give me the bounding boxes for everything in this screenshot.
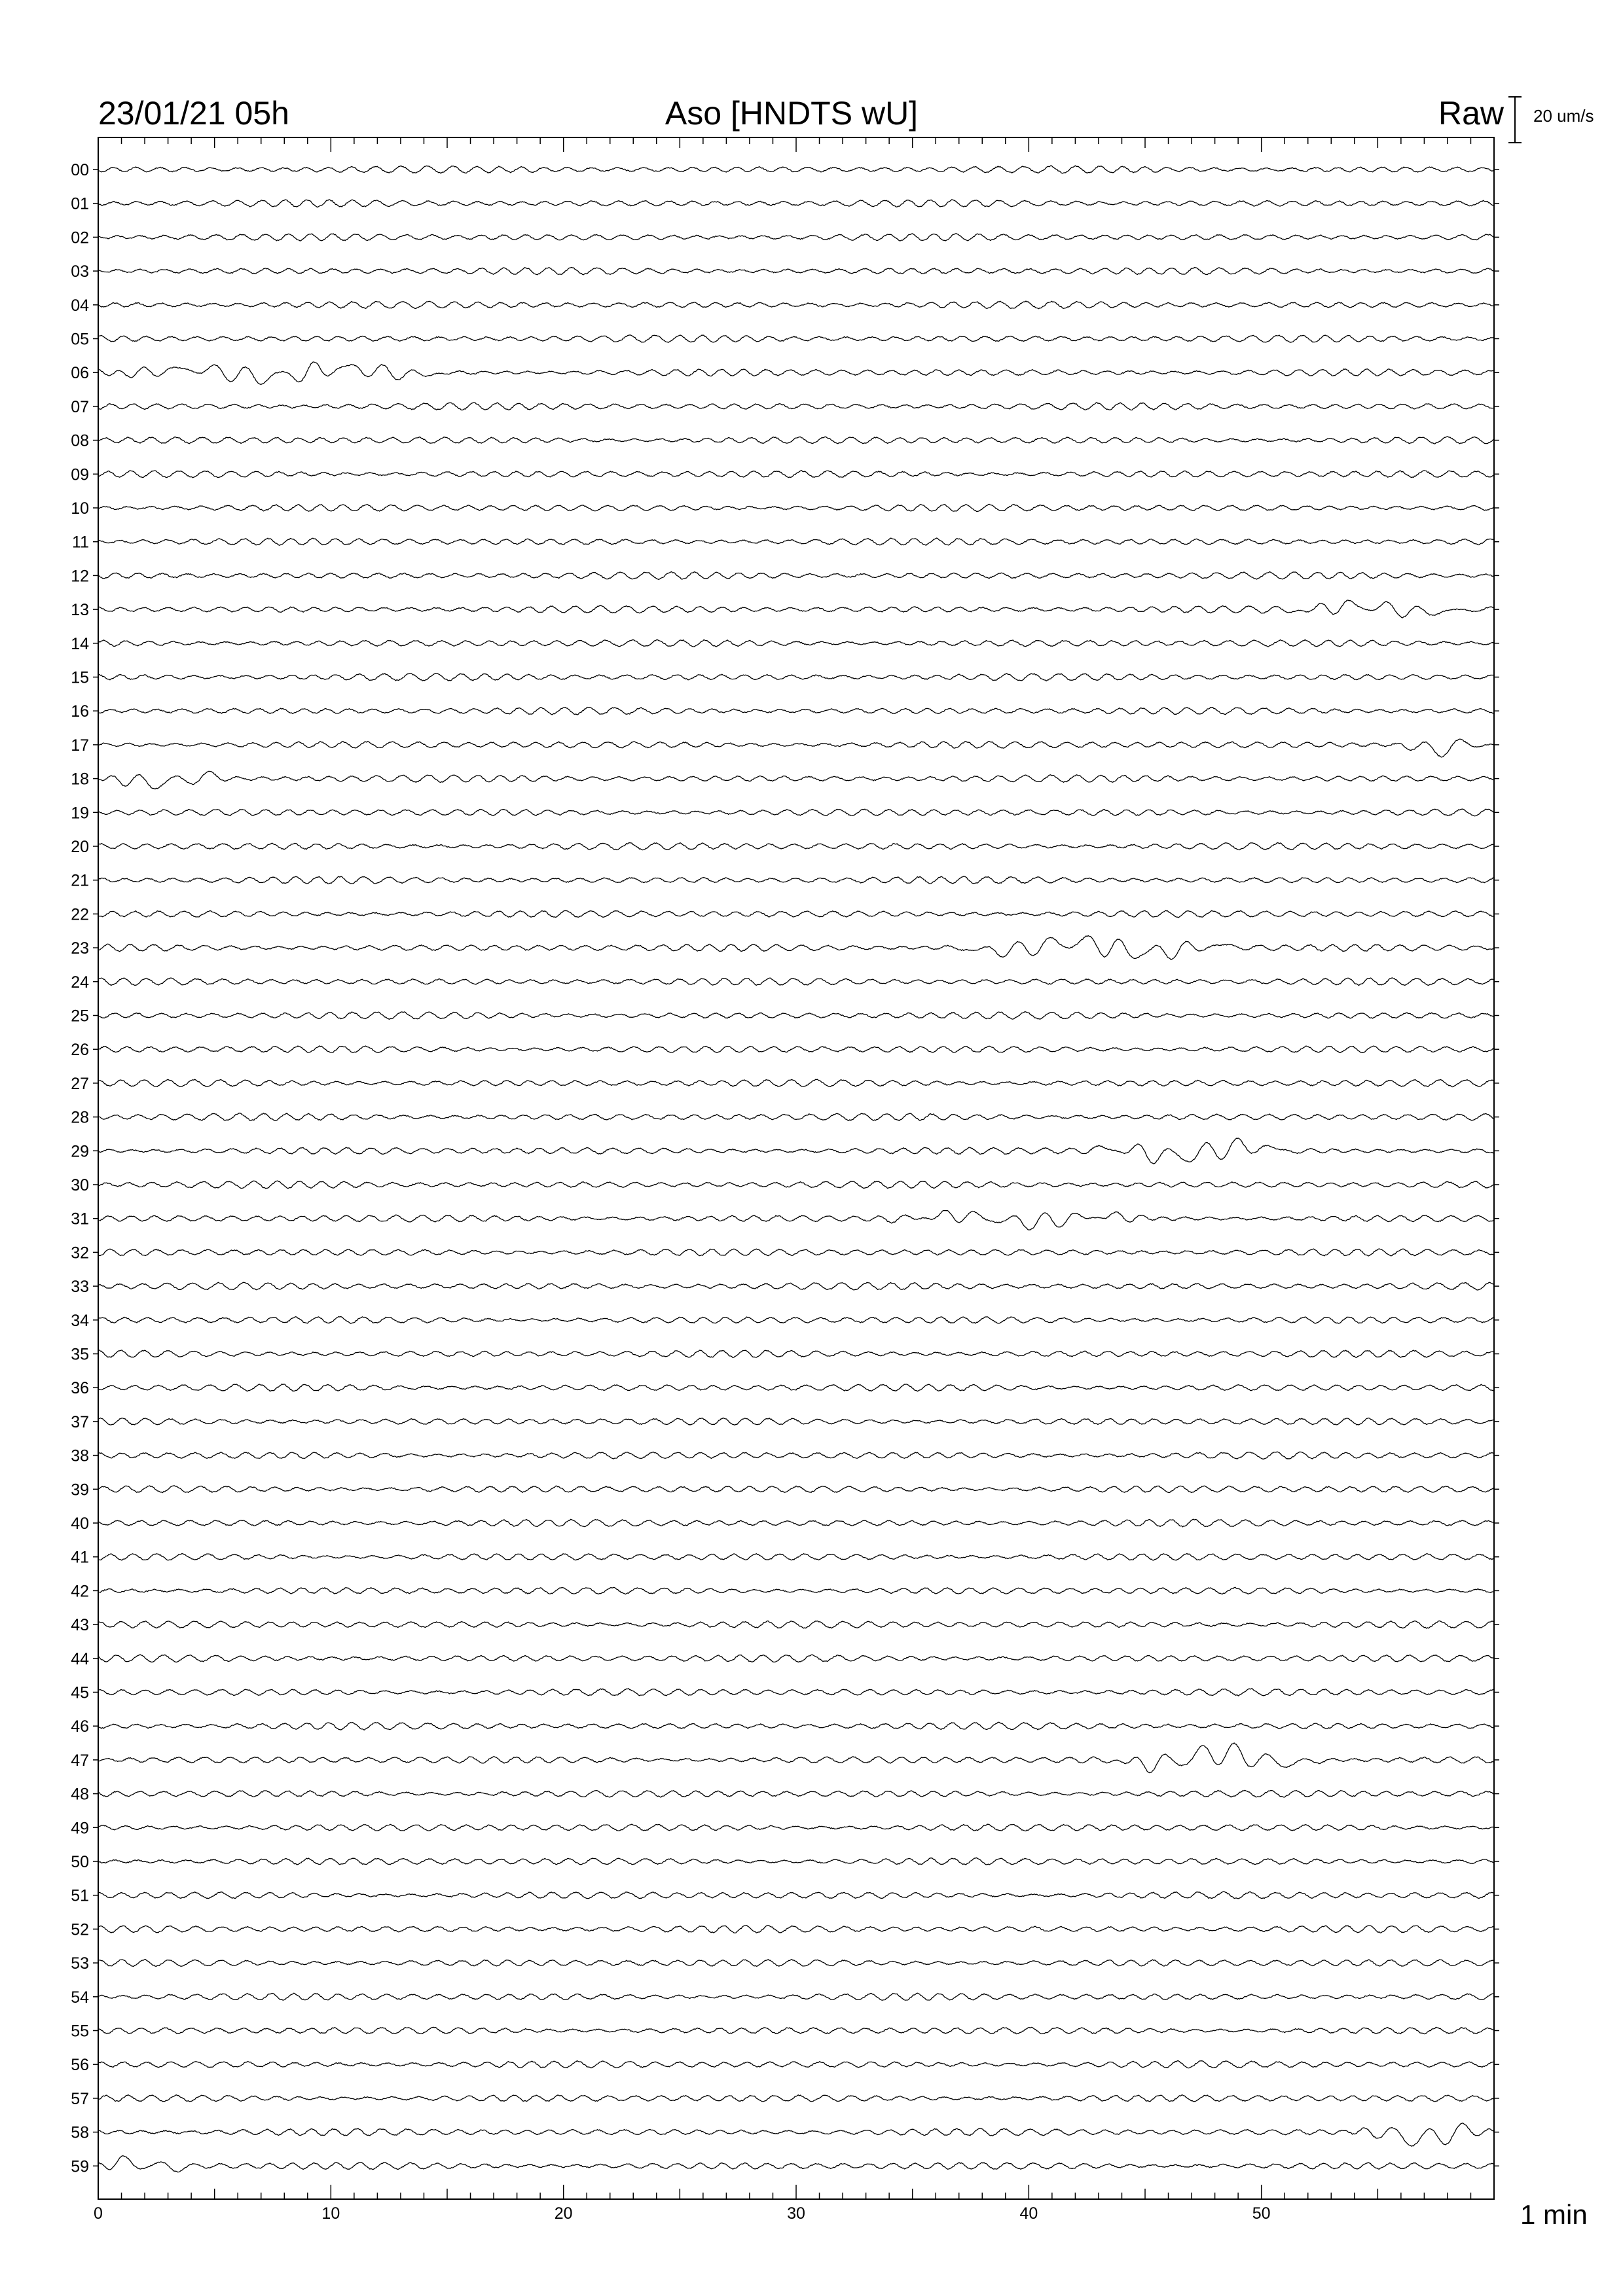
row-label: 56 bbox=[71, 2056, 89, 2075]
row-label: 45 bbox=[71, 1683, 89, 1702]
x-unit-label: 1 min bbox=[1520, 2199, 1588, 2230]
trace-row-52 bbox=[98, 1926, 1494, 1933]
trace-row-39 bbox=[98, 1486, 1494, 1493]
row-label: 52 bbox=[71, 1920, 89, 1939]
trace-row-37 bbox=[98, 1418, 1494, 1425]
row-label: 12 bbox=[71, 567, 89, 586]
row-label: 23 bbox=[71, 939, 89, 958]
row-label: 13 bbox=[71, 601, 89, 620]
row-label: 32 bbox=[71, 1244, 89, 1263]
trace-row-57 bbox=[98, 2095, 1494, 2102]
row-label: 37 bbox=[71, 1412, 89, 1431]
row-label: 54 bbox=[71, 1988, 89, 2007]
x-tick-label: 20 bbox=[554, 2204, 573, 2223]
trace-row-59 bbox=[98, 2156, 1494, 2172]
row-label: 18 bbox=[71, 770, 89, 789]
row-label: 50 bbox=[71, 1853, 89, 1871]
trace-row-21 bbox=[98, 876, 1494, 884]
row-label: 25 bbox=[71, 1007, 89, 1026]
row-label: 55 bbox=[71, 2022, 89, 2041]
trace-row-01 bbox=[98, 200, 1494, 207]
row-label: 21 bbox=[71, 871, 89, 890]
trace-row-29 bbox=[98, 1138, 1494, 1164]
trace-row-09 bbox=[98, 471, 1494, 478]
row-label: 09 bbox=[71, 465, 89, 484]
date-hour-label: 23/01/21 05h bbox=[98, 95, 289, 132]
row-label: 14 bbox=[71, 634, 89, 653]
trace-row-32 bbox=[98, 1249, 1494, 1256]
row-label: 10 bbox=[71, 499, 89, 518]
trace-row-28 bbox=[98, 1113, 1494, 1121]
row-label: 00 bbox=[71, 161, 89, 179]
trace-row-22 bbox=[98, 910, 1494, 918]
trace-row-41 bbox=[98, 1553, 1494, 1560]
row-label: 22 bbox=[71, 905, 89, 924]
trace-row-43 bbox=[98, 1621, 1494, 1628]
trace-row-31 bbox=[98, 1211, 1494, 1230]
trace-row-06 bbox=[98, 362, 1494, 384]
trace-row-10 bbox=[98, 504, 1494, 511]
trace-row-12 bbox=[98, 572, 1494, 580]
trace-row-25 bbox=[98, 1012, 1494, 1020]
trace-row-08 bbox=[98, 437, 1494, 444]
trace-row-27 bbox=[98, 1079, 1494, 1086]
row-label: 29 bbox=[71, 1142, 89, 1161]
trace-row-35 bbox=[98, 1350, 1494, 1358]
row-label: 05 bbox=[71, 330, 89, 349]
row-label: 26 bbox=[71, 1041, 89, 1060]
mode-label: Raw bbox=[1438, 95, 1504, 132]
row-label: 35 bbox=[71, 1345, 89, 1364]
row-label: 49 bbox=[71, 1819, 89, 1838]
row-label: 48 bbox=[71, 1785, 89, 1804]
trace-row-11 bbox=[98, 538, 1494, 545]
row-label: 19 bbox=[71, 804, 89, 823]
trace-row-24 bbox=[98, 978, 1494, 986]
row-label: 38 bbox=[71, 1446, 89, 1465]
trace-row-19 bbox=[98, 809, 1494, 816]
trace-row-54 bbox=[98, 1993, 1494, 2000]
trace-row-23 bbox=[98, 936, 1494, 960]
row-label: 57 bbox=[71, 2089, 89, 2108]
row-label: 20 bbox=[71, 838, 89, 856]
plot-frame bbox=[98, 137, 1494, 2199]
trace-row-17 bbox=[98, 739, 1494, 757]
row-label: 33 bbox=[71, 1278, 89, 1297]
row-label: 40 bbox=[71, 1515, 89, 1533]
row-label: 06 bbox=[71, 364, 89, 383]
trace-row-15 bbox=[98, 673, 1494, 681]
trace-row-42 bbox=[98, 1587, 1494, 1594]
trace-row-48 bbox=[98, 1790, 1494, 1797]
trace-row-38 bbox=[98, 1452, 1494, 1459]
row-label: 43 bbox=[71, 1616, 89, 1635]
row-label: 42 bbox=[71, 1582, 89, 1601]
row-label: 47 bbox=[71, 1751, 89, 1770]
trace-row-26 bbox=[98, 1046, 1494, 1053]
trace-row-36 bbox=[98, 1384, 1494, 1391]
row-label: 46 bbox=[71, 1717, 89, 1736]
trace-row-50 bbox=[98, 1858, 1494, 1865]
amplitude-scale-label: 20 um/s bbox=[1533, 106, 1594, 126]
trace-row-18 bbox=[98, 771, 1494, 789]
x-tick-label: 40 bbox=[1019, 2204, 1038, 2223]
trace-row-47 bbox=[98, 1743, 1494, 1773]
trace-row-53 bbox=[98, 1960, 1494, 1967]
row-label: 17 bbox=[71, 736, 89, 755]
trace-row-16 bbox=[98, 708, 1494, 715]
row-label: 59 bbox=[71, 2157, 89, 2176]
row-label: 07 bbox=[71, 397, 89, 416]
trace-row-30 bbox=[98, 1181, 1494, 1189]
row-label: 11 bbox=[72, 533, 89, 552]
x-tick-label: 0 bbox=[94, 2204, 103, 2223]
station-title: Aso [HNDTS wU] bbox=[665, 95, 919, 132]
trace-row-13 bbox=[98, 600, 1494, 618]
x-tick-label: 10 bbox=[321, 2204, 340, 2223]
trace-row-49 bbox=[98, 1824, 1494, 1831]
row-label: 34 bbox=[71, 1311, 89, 1330]
trace-row-44 bbox=[98, 1655, 1494, 1662]
row-label: 53 bbox=[71, 1954, 89, 1973]
row-label: 16 bbox=[71, 702, 89, 721]
trace-row-46 bbox=[98, 1722, 1494, 1730]
trace-row-56 bbox=[98, 2061, 1494, 2068]
row-label: 31 bbox=[71, 1210, 89, 1229]
trace-row-40 bbox=[98, 1519, 1494, 1527]
x-tick-label: 50 bbox=[1252, 2204, 1271, 2223]
x-tick-label: 30 bbox=[787, 2204, 805, 2223]
row-label: 44 bbox=[71, 1649, 89, 1668]
trace-row-02 bbox=[98, 234, 1494, 241]
row-label: 01 bbox=[71, 194, 89, 213]
trace-row-07 bbox=[98, 403, 1494, 410]
row-label: 30 bbox=[71, 1176, 89, 1194]
row-label: 24 bbox=[71, 973, 89, 992]
trace-row-55 bbox=[98, 2027, 1494, 2034]
row-label: 08 bbox=[71, 431, 89, 450]
trace-row-58 bbox=[98, 2123, 1494, 2146]
row-label: 27 bbox=[71, 1074, 89, 1093]
row-label: 04 bbox=[71, 296, 89, 315]
row-label: 02 bbox=[71, 228, 89, 247]
trace-row-04 bbox=[98, 301, 1494, 309]
row-label: 51 bbox=[71, 1886, 89, 1905]
trace-row-45 bbox=[98, 1689, 1494, 1696]
row-label: 28 bbox=[71, 1108, 89, 1127]
trace-row-03 bbox=[98, 267, 1494, 274]
row-label: 03 bbox=[71, 262, 89, 281]
row-label: 39 bbox=[71, 1480, 89, 1499]
row-label: 36 bbox=[71, 1379, 89, 1398]
trace-row-05 bbox=[98, 335, 1494, 342]
trace-row-34 bbox=[98, 1317, 1494, 1324]
trace-row-33 bbox=[98, 1282, 1494, 1290]
trace-row-14 bbox=[98, 639, 1494, 647]
trace-row-20 bbox=[98, 843, 1494, 850]
row-label: 41 bbox=[71, 1548, 89, 1567]
row-label: 15 bbox=[71, 668, 89, 687]
trace-row-00 bbox=[98, 166, 1494, 173]
row-label: 58 bbox=[71, 2123, 89, 2142]
trace-row-51 bbox=[98, 1892, 1494, 1899]
